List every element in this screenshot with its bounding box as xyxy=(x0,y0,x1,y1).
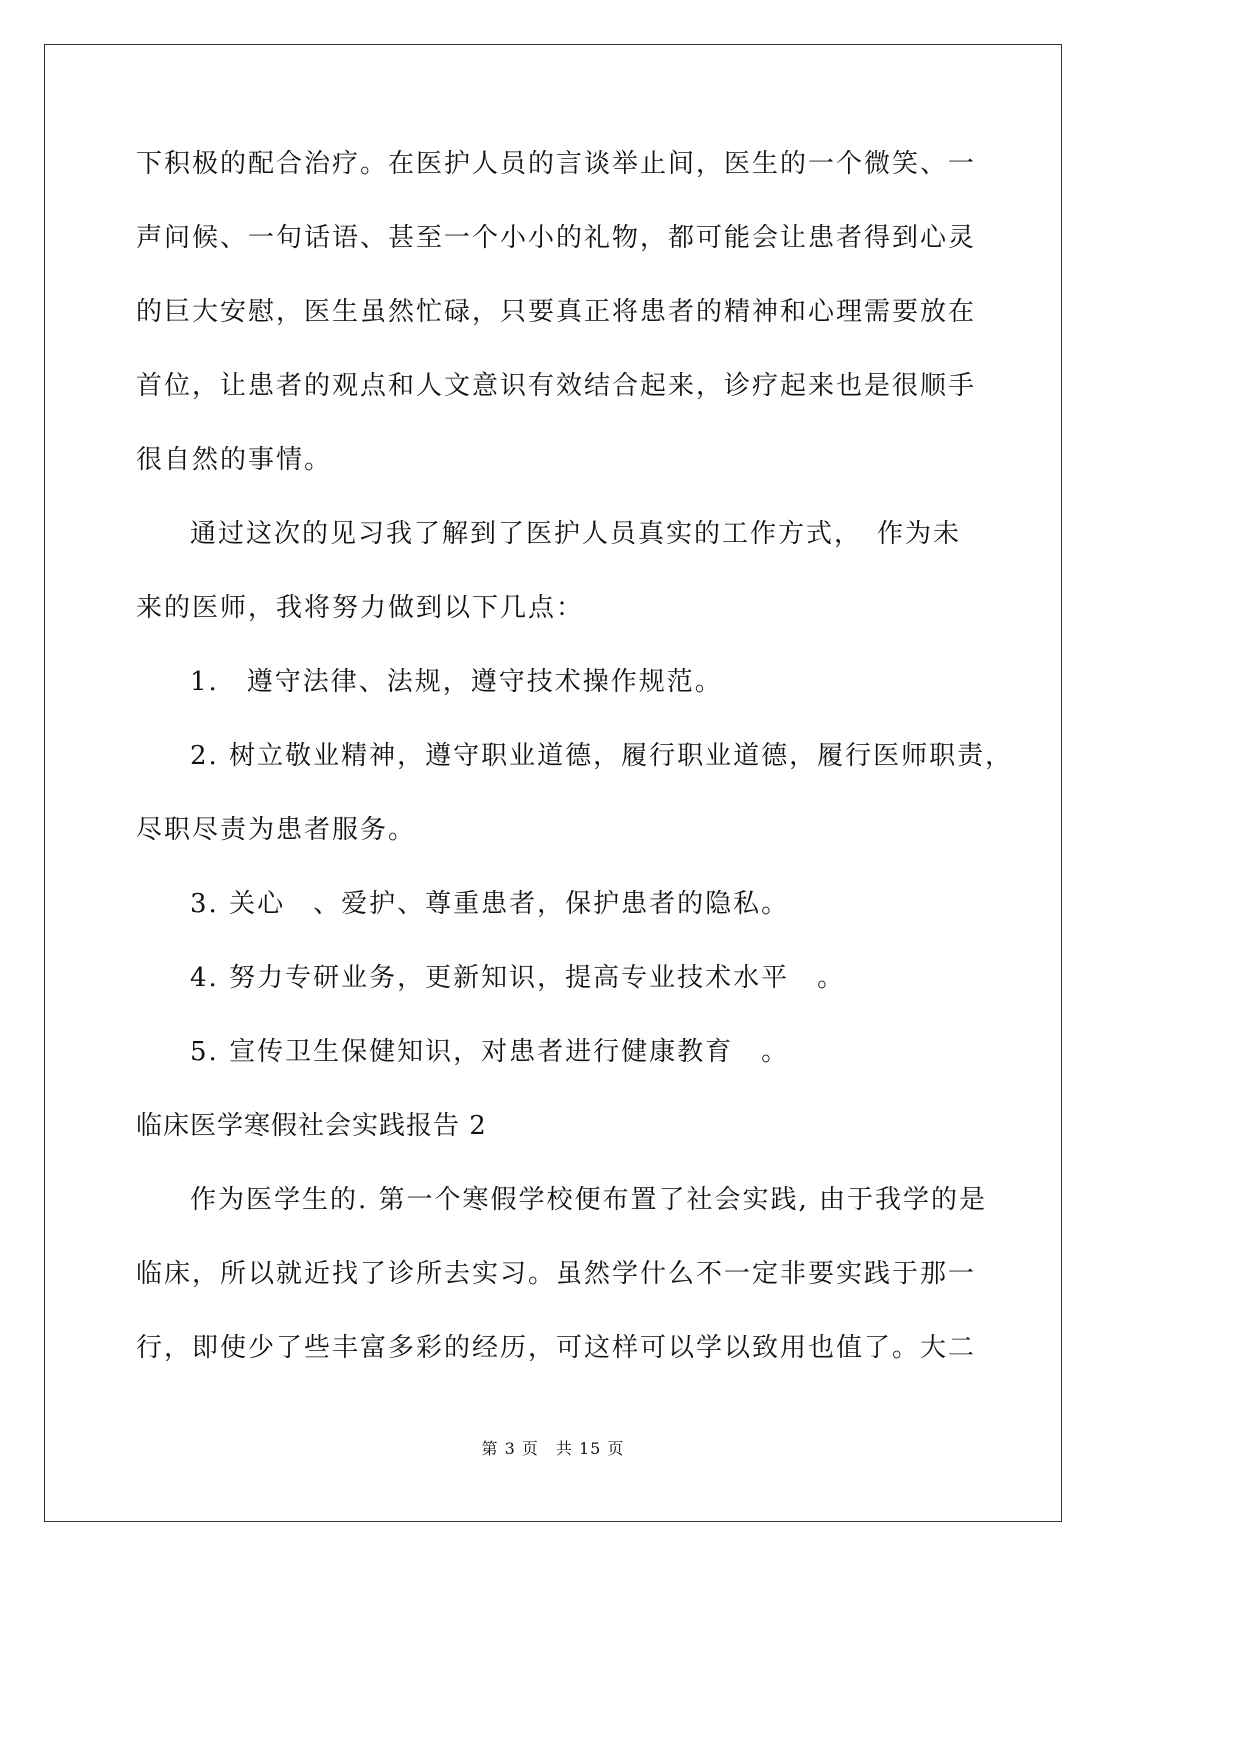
list-item: 4. 努力专研业务，更新知识，提高专业技术水平 。 xyxy=(190,963,846,993)
paragraph-line: 通过这次的见习我了解到了医护人员真实的工作方式， 作为未 xyxy=(190,519,962,549)
paragraph-line: 尽职尽责为患者服务。 xyxy=(136,815,417,845)
paragraph-line: 临床，所以就近找了诊所去实习。虽然学什么不一定非要实践于那一 xyxy=(136,1259,977,1289)
list-item: 3. 关心 、爱护、尊重患者，保护患者的隐私。 xyxy=(190,889,790,919)
list-item: 2. 树立敬业精神，遵守职业道德，履行职业道德，履行医师职责， xyxy=(190,741,1014,771)
paragraph-line: 很自然的事情。 xyxy=(136,445,333,475)
paragraph-line: 的巨大安慰，医生虽然忙碌，只要真正将患者的精神和心理需要放在 xyxy=(136,297,977,327)
paragraph-line: 作为医学生的. 第一个寒假学校便布置了社会实践, 由于我学的是 xyxy=(190,1185,988,1215)
paragraph-line: 首位，让患者的观点和人文意识有效结合起来，诊疗起来也是很顺手 xyxy=(136,371,977,401)
section-heading: 临床医学寒假社会实践报告 2 xyxy=(136,1111,487,1141)
paragraph-line: 行，即使少了些丰富多彩的经历，可这样可以学以致用也值了。大二 xyxy=(136,1333,977,1363)
paragraph-line: 来的医师，我将努力做到以下几点： xyxy=(136,593,585,623)
page-border xyxy=(44,44,1062,1522)
paragraph-line: 下积极的配合治疗。在医护人员的言谈举止间，医生的一个微笑、一 xyxy=(136,149,977,179)
paragraph-line: 声问候、一句话语、甚至一个小小的礼物，都可能会让患者得到心灵 xyxy=(136,223,977,253)
list-item: 1. 遵守法律、法规，遵守技术操作规范。 xyxy=(190,667,723,697)
list-item: 5. 宣传卫生保健知识，对患者进行健康教育 。 xyxy=(190,1037,790,1067)
page-number-footer: 第 3 页 共 15 页 xyxy=(481,1439,625,1458)
